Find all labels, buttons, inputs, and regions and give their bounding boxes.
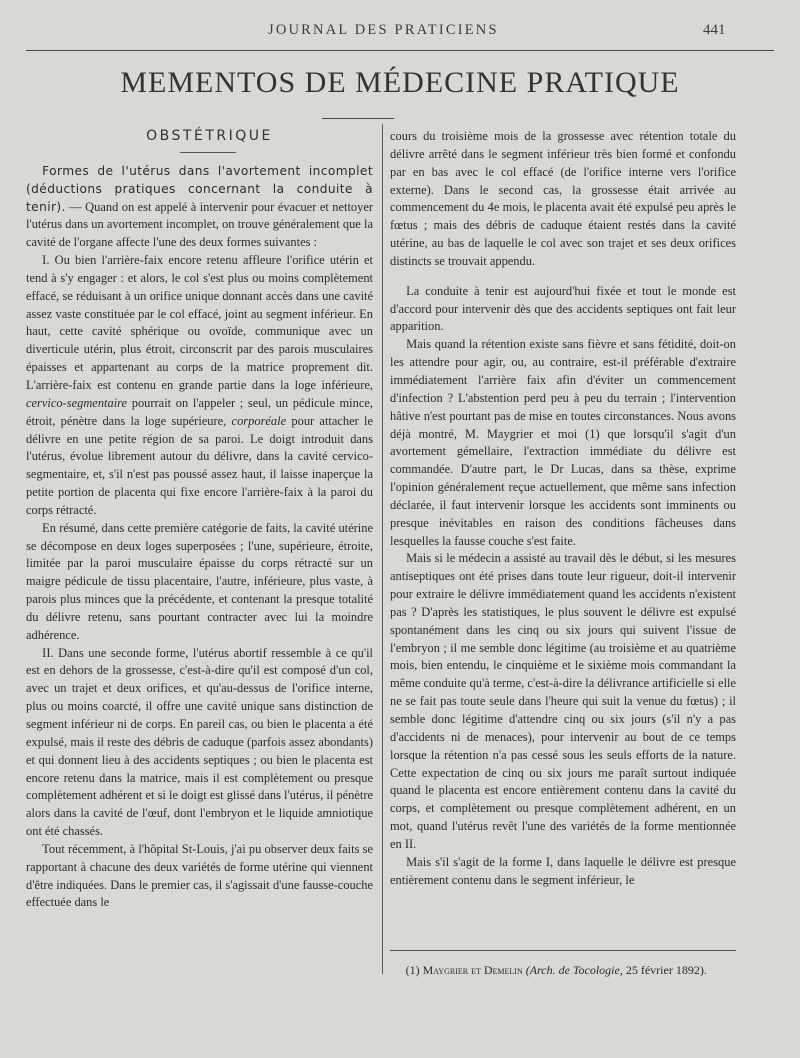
paragraph-form-one xyxy=(26,252,373,520)
term-cervico-segmentaire: cervico-segmentaire xyxy=(26,395,128,410)
lead-title: Formes de l'utérus dans l'avortement incomplet (déductions pratiques concernant la conduite à tenir). xyxy=(26,163,373,214)
running-header xyxy=(0,22,800,42)
form-one-text-a: I. Ou bien l'arrière-faix encore retenu affleure l'orifice utérin et tend à s'y engager : et alors, le col s'est plus ou moins complètement effacé, se réduisant à un orifice unique donnant accès dans une cavité assez vaste constituée par le col effacé, joint au segment inférieur. En haut, cette cavité sphérique ou ovoïde, communique avec un diverticule utérin, plus étroit, circonscrit par des parois musculaires épaisses et appartenant au corps de la matrice proprement dit. L'arrière-faix est contenu en grande partie dans la loge inférieure, xyxy=(26,253,373,392)
paragraph-expectation: Mais si le médecin a assisté au travail dès le début, si les mesures antiseptiques ont été prises dans toute leur rigueur, doit-il intervenir pour extraire le délivre immédiatement quand les accidents n'existent pas ? D'après les statistiques, le plus souvent le délivre est expulsé spontanément dans les cinq ou six jours qui suivent l'issue de l'embryon ; il me semble donc légitime (au troisième et au quatrième mois, bien entendu, le cinquième et le sixième mois commandant la même conduite qu'à terme, c'est-à-dire la délivrance artificielle si elle ne se fait pas toute seule dans l'heure qui suit la venue du fœtus) ; il semble donc légitime d'attendre cinq ou six jours (s'il n'y a pas d'accidents ni de menaces), pour intervenir au bout de ce temps lorsque la rétention n'a pas cessé sous les seuls efforts de la nature. Cette expectation de cinq ou six jours me paraît surtout indiquée quand le placenta est encore entièrement contenu dans la cavité du corps, et complètement ou presque complètement adhérent, en un mot, quand l'utérus revêt l'une des variétés de la forme mentionnée en II. xyxy=(390,551,736,851)
header-rule xyxy=(26,50,774,51)
column-divider xyxy=(382,124,383,974)
journal-name: JOURNAL DES PRATICIENS xyxy=(268,22,499,38)
section-rule xyxy=(180,152,236,153)
paragraph-retention: Mais quand la rétention existe sans fièvre et sans fétidité, doit-on les attendre pour agir, ou, au contraire, est-il préférable d'extraire immédiatement l'arrière faix afin d'éviter un commencement d'infection ? L'abstention perd peu à peu du terrain ; l'intervention hâtive n'est pourtant pas de mise en toutes circonstances. Nous avons déjà montré, M. Maygrier et moi (1) que lorsqu'il s'agit d'un avortement gémellaire, l'extraction immédiate du délivre est commandée. D'autre part, le Dr Lucas, dans sa thèse, exprime l'opinion généralement reçue actuellement, que même sans infection déclarée, il faut intervenir lorsque les accidents sont imminents ou presque inévitables en raison des conditions fâcheuses dans lesquelles la fausse couche s'est faite. xyxy=(390,337,736,548)
paragraph-form-two: II. Dans une seconde forme, l'utérus abortif ressemble à ce qu'il est en dehors de la grossesse, c'est-à-dire qu'il est composé d'un col, avec un trajet et deux orifices, et qu'au-dessus de l'orifice interne, plus ou moins coarcté, il offre une cavité unique sans distinction de segment inférieur ni de corps. En pareil cas, ou bien le placenta a été expulsé, mais il reste des débris de caduque (parfois assez abondants) et qui donnent lieu à des accidents septiques ; ou bien le placenta est encore retenu dans la matrice, mais il est complètement ou presque complètement adhérent et si le doigt est glissé dans l'utérus, il pénètre alors dans la cavité de l'œuf, dont l'embryon et le liquide amniotique ont été chassés. xyxy=(26,645,373,839)
form-one-text-b: pourrait on l'appeler ; seul, un pédicule mince, étroit, pénètre dans la loge supérieure, xyxy=(26,395,374,428)
footnote xyxy=(390,962,736,978)
right-column xyxy=(390,128,736,889)
term-corporeale: corporéale xyxy=(231,413,287,428)
page-number: 441 xyxy=(703,22,726,38)
form-one-text-c: pour attacher le délivre en une petite région de sa paroi. Le doigt introduit dans l'utérus, évolue librement autour du délivre, dans la cavité cervico-segmentaire, et, s'il n'est pas poussé assez haut, il laisse inaperçue la petite portion de placenta qui fixe encore l'arrière-faix à la paroi du corps rétracté. xyxy=(26,413,373,517)
section-title: OBSTÉTRIQUE xyxy=(146,128,273,144)
footnote-source: (Arch. de Tocologie, xyxy=(525,963,623,977)
paragraph-cases-cont: cours du troisième mois de la grossesse avec rétention totale du délivre arrêté dans le segment inférieur très bien formé et confondu par en bas avec le col effacé (de l'orifice interne vers l'orifice externe). Dans le second cas, la grossesse était arrivée au commencement du 4e mois, le placenta avait été expulsé peu après le fœtus ; mais des débris de caduque étaient restés dans la cavité utérine, au bas de laquelle le col avec son trajet et ses deux orifices distincts se trouvait appendu. xyxy=(390,129,736,268)
paragraph-form-one-case: Mais s'il s'agit de la forme I, dans laquelle le délivre est presque entièrement contenu dans le segment inférieur, le xyxy=(390,854,736,887)
paragraph-cases: Tout récemment, à l'hôpital St-Louis, j'ai pu observer deux faits se rapportant à chacune des deux variétés de forme utérine qui viennent d'être indiquées. Dans le premier cas, il s'agissait d'une fausse-couche effectuée dans le xyxy=(26,841,373,910)
left-column xyxy=(26,128,373,912)
footnote-marker: (1) xyxy=(405,963,420,977)
footnote-date: 25 février 1892). xyxy=(625,963,707,977)
intro-text: — Quand on est appelé à intervenir pour évacuer et nettoyer l'utérus dans un avortement incomplet, on trouve généralement que la cavité de l'organe affecte l'une des deux formes suivantes : xyxy=(26,199,373,250)
paragraph-summary: En résumé, dans cette première catégorie de faits, la cavité utérine se décompose en deux loges superposées ; l'une, supérieure, étroite, limitée par la paroi musculaire épaisse du corps rétracté sur un maigre pédicule de tissu placentaire, l'autre, inférieure, plus vaste, à parois plus minces que la précédente, et contenant la presque totalité du délivre retenu, sans pourtant contracter avec lui la moindre adhérence. xyxy=(26,520,373,642)
footnote-rule xyxy=(390,950,736,951)
paragraph-conduct: La conduite à tenir est aujourd'hui fixée et tout le monde est d'accord pour intervenir dès que des accidents septiques ont fait leur apparition. xyxy=(390,283,736,334)
footnote-authors: Maygrier et Demelin xyxy=(422,963,523,977)
article-title: MEMENTOS DE MÉDECINE PRATIQUE xyxy=(120,66,680,99)
paragraph-intro xyxy=(26,163,373,252)
title-rule xyxy=(322,118,394,119)
